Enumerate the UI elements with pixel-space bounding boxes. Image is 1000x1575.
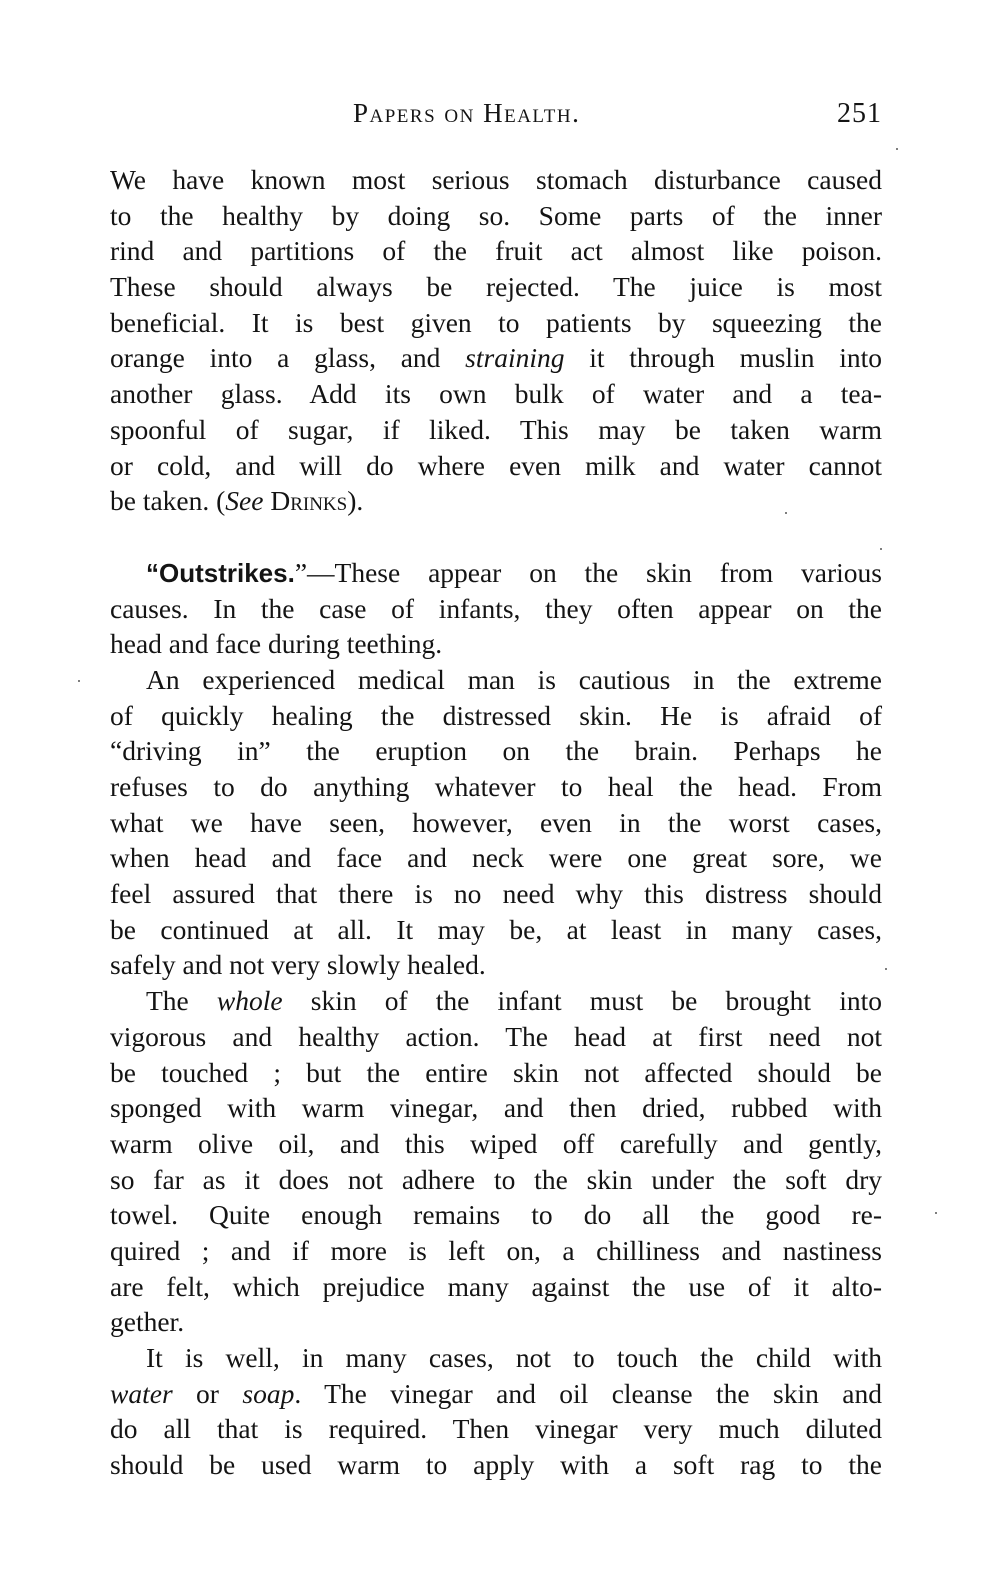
cross-reference-drinks: Drinks [263,485,348,517]
running-head: Papers on Health. [353,98,581,128]
text-line: head and face during teething. [110,628,443,660]
section-outstrikes [110,555,882,662]
text-line: spoonful of sugar, if liked. This may be taken warm [110,413,882,445]
section-heading: Outstrikes. [159,557,295,588]
scan-speck [785,512,787,514]
italic-emphasis: whole [216,985,283,1017]
italic-emphasis: soap [242,1377,295,1409]
text-line: quired ; and if more is left on, a chilliness and nastiness [110,1234,882,1266]
scan-speck [880,548,882,550]
text-line: feel assured that there is no need why this distress should [110,878,882,910]
text-line: water or soap. The vinegar and oil cleanse the skin and [110,1377,882,1409]
text-line: It is well, in many cases, not to touch the child with [146,1342,882,1373]
section-spacer [110,519,882,555]
text-line: be taken. (See Drinks). [110,485,364,517]
text-line: what we have seen, however, even in the worst cases, [110,806,882,838]
text-line: rind and partitions of the fruit act almost like poison. [110,235,882,267]
paragraph-whole-skin [110,983,882,1340]
text-line: refuses to do anything whatever to heal the head. From [110,771,882,802]
text-line: warm olive oil, and this wiped off carefully and gently, [110,1127,882,1159]
paragraph-medical-man [110,662,882,983]
section-heading-line: “Outstrikes.”—These appear on the skin from various [146,556,882,588]
text-line: These should always be rejected. The juice is most [110,271,882,303]
text-line: causes. In the case of infants, they often appear on the [110,592,882,624]
scan-speck [78,680,80,682]
paragraph-orange-continuation [110,162,882,519]
italic-emphasis: water [110,1377,173,1409]
text-line: An experienced medical man is cautious in the extreme [146,663,882,695]
text-line: of quickly healing the distressed skin. He is afraid of [110,699,882,731]
italic-emphasis: straining [465,342,565,374]
text-line: do all that is required. Then vinegar very much diluted [110,1413,882,1445]
page-number: 251 [837,98,882,129]
scan-speck [885,968,887,970]
text-line: or cold, and will do where even milk and water cannot [110,449,882,481]
text-line: orange into a glass, and straining it through muslin into [110,342,883,374]
scan-speck [896,148,898,150]
text-line: should be used warm to apply with a soft rag to the [110,1449,882,1481]
text-line: sponged with warm vinegar, and then dried, rubbed with [110,1092,882,1124]
text-line: to the healthy by doing so. Some parts of the inner [110,199,882,231]
text-line: beneficial. It is best given to patients by squeezing the [110,306,882,338]
text-line: another glass. Add its own bulk of water and a tea- [110,378,882,410]
text-line: so far as it does not adhere to the skin under the soft dry [110,1163,882,1195]
text-line: The whole skin of the infant must be brought into [146,985,882,1017]
text-line: when head and face and neck were one great sore, we [110,842,882,874]
text-line: safely and not very slowly healed. [110,949,486,981]
scan-speck [935,1212,937,1214]
page-header [110,98,882,138]
text-line: We have known most serious stomach disturbance caused [110,164,882,195]
text-line: are felt, which prejudice many against the use of it alto- [110,1270,882,1302]
text-line: gether. [110,1306,185,1338]
text-line: be touched ; but the entire skin not affected should be [110,1056,882,1088]
text-line: be continued at all. It may be, at least in many cases, [110,913,882,945]
text-line: towel. Quite enough remains to do all the good re- [110,1199,882,1231]
see-reference: See [225,485,264,517]
page-body [110,162,882,1483]
text-line: vigorous and healthy action. The head at first need not [110,1020,882,1052]
text-line: “driving in” the eruption on the brain. Perhaps he [110,735,882,767]
paragraph-water-soap [110,1340,882,1483]
